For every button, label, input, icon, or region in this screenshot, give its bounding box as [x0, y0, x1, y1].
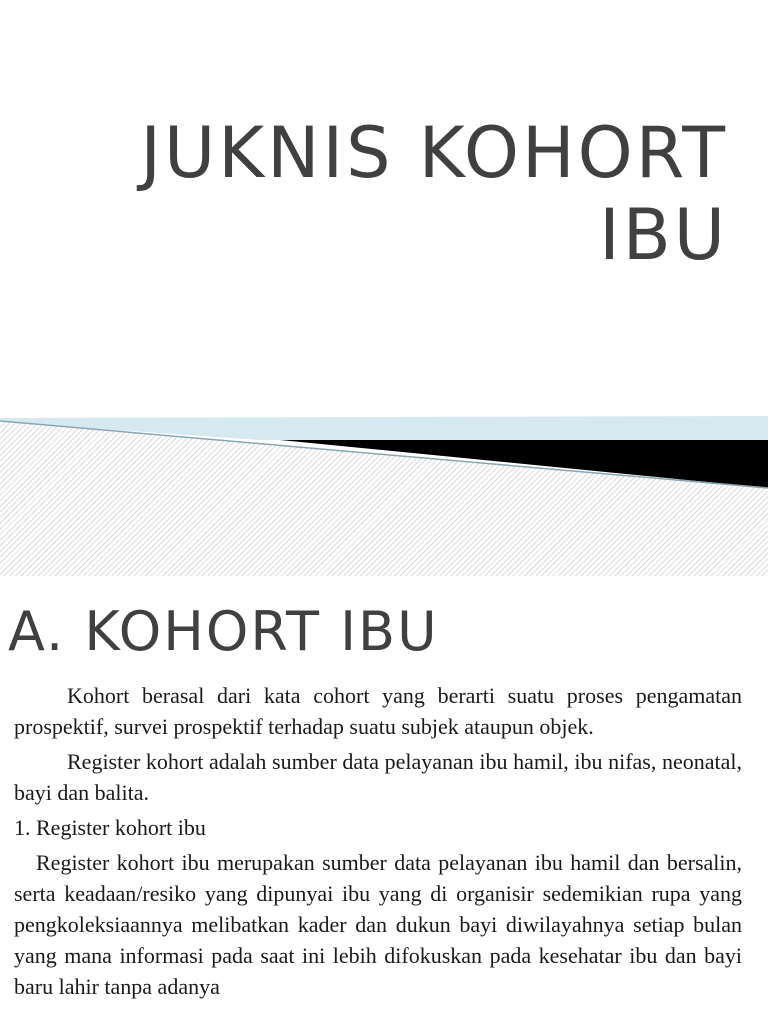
body-text	[14, 680, 742, 1006]
content-slide	[0, 576, 768, 1024]
slide-title	[88, 112, 728, 276]
section-heading: A. KOHORT IBU	[8, 600, 439, 663]
decorative-wave-band	[0, 410, 768, 576]
slide-title-line1: JUKNIS KOHORT	[140, 112, 728, 194]
paragraph-register-definition: Register kohort adalah sumber data pelayanan ibu hamil, ibu nifas, neonatal, bayi dan balita.	[14, 749, 742, 805]
paragraph-register-kohort-ibu: Register kohort ibu merupakan sumber data pelayanan ibu hamil dan bersalin, serta keadaan/resiko yang dipunyai ibu yang di organisir sedemikian rupa yang pengkoleksiaannya melibatkan kader dan dukun bayi diwilayahnya setiap bulan yang mana informasi pada saat ini lebih difokuskan pada kesehatar ibu dan bayi baru lahir tanpa adanya	[14, 850, 742, 999]
slide-title-line2: IBU	[599, 194, 728, 276]
list-item-register-kohort-ibu: 1. Register kohort ibu	[14, 815, 206, 840]
paragraph-definition: Kohort berasal dari kata cohort yang berarti suatu proses pengamatan prospektif, survei prospektif terhadap suatu subjek ataupun objek.	[14, 683, 742, 739]
